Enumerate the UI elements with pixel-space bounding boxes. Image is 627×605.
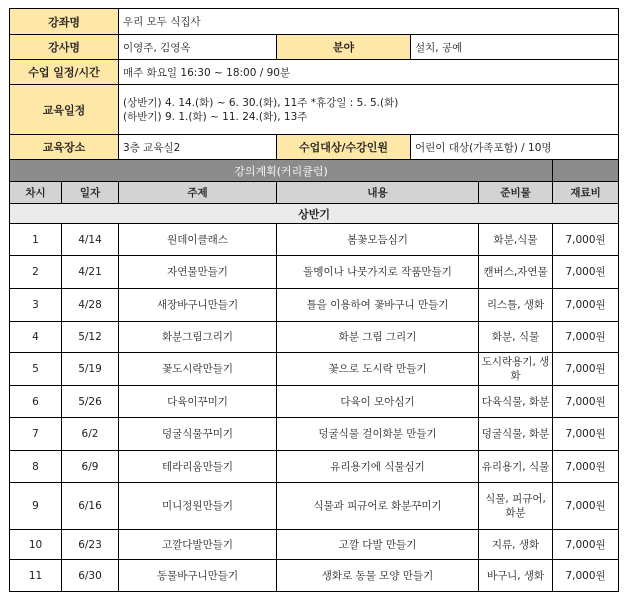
schedule-first-half: (상반기) 4. 14.(화) ~ 6. 30.(화), 11주 *휴강일 : 5. 5.(화)	[123, 96, 399, 109]
table-row	[10, 289, 619, 322]
session-supplies: 유리용기, 식물	[479, 451, 553, 483]
session-topic: 원데이클래스	[119, 224, 277, 256]
table-row	[10, 353, 619, 386]
session-date: 5/19	[62, 353, 119, 386]
session-number: 4	[10, 322, 62, 353]
schedule-second-half: (하반기) 9. 1.(화) ~ 11. 24.(화), 13주	[123, 110, 308, 123]
column-header-date: 일자	[62, 182, 119, 204]
schedule-row	[10, 85, 619, 135]
time-value: 매주 화요일 16:30 ~ 18:00 / 90분	[119, 60, 619, 85]
session-date: 6/30	[62, 560, 119, 592]
time-row	[10, 60, 619, 85]
session-content: 꽃으로 도시락 만들기	[277, 353, 479, 386]
place-row	[10, 135, 619, 160]
table-row	[10, 322, 619, 353]
target-label: 수업대상/수강인원	[277, 135, 411, 160]
curriculum-title-spacer	[553, 160, 619, 182]
session-topic: 꽃도시락만들기	[119, 353, 277, 386]
column-header-no: 차시	[10, 182, 62, 204]
session-fee: 7,000원	[553, 483, 619, 530]
instructor-value: 이영주, 김영옥	[119, 35, 277, 60]
course-row	[10, 9, 619, 35]
session-fee: 7,000원	[553, 289, 619, 322]
session-supplies: 바구니, 생화	[479, 560, 553, 592]
table-row	[10, 224, 619, 256]
session-supplies: 화분, 식물	[479, 322, 553, 353]
session-fee: 7,000원	[553, 224, 619, 256]
table-row	[10, 483, 619, 530]
session-fee: 7,000원	[553, 256, 619, 289]
column-header-topic: 주제	[119, 182, 277, 204]
curriculum-title-row	[10, 160, 619, 182]
session-topic: 테라리움만들기	[119, 451, 277, 483]
session-date: 4/14	[62, 224, 119, 256]
session-supplies: 리스틀, 생화	[479, 289, 553, 322]
table-row	[10, 418, 619, 451]
half-year-label: 상반기	[10, 204, 619, 224]
course-value: 우리 모두 식집사	[119, 9, 619, 35]
schedule-label: 교육일정	[10, 85, 119, 135]
session-content: 유리용기에 식물심기	[277, 451, 479, 483]
session-date: 5/12	[62, 322, 119, 353]
session-fee: 7,000원	[553, 418, 619, 451]
session-supplies: 도시락용기, 생화	[479, 353, 553, 386]
session-content: 틀을 이용하여 꽃바구니 만들기	[277, 289, 479, 322]
session-number: 7	[10, 418, 62, 451]
session-number: 9	[10, 483, 62, 530]
place-label: 교육장소	[10, 135, 119, 160]
session-content: 식물과 피규어로 화분꾸미기	[277, 483, 479, 530]
session-number: 10	[10, 530, 62, 560]
session-date: 6/16	[62, 483, 119, 530]
instructor-row	[10, 35, 619, 60]
session-topic: 미니정원만들기	[119, 483, 277, 530]
session-topic: 자연물만들기	[119, 256, 277, 289]
session-date: 5/26	[62, 386, 119, 418]
field-label: 분야	[277, 35, 411, 60]
session-content: 화분 그림 그리기	[277, 322, 479, 353]
session-number: 8	[10, 451, 62, 483]
session-content: 다육이 모아심기	[277, 386, 479, 418]
session-fee: 7,000원	[553, 451, 619, 483]
session-topic: 화분그림그리기	[119, 322, 277, 353]
session-content: 봄꽃모듬심기	[277, 224, 479, 256]
session-content: 생화로 동물 모양 만들기	[277, 560, 479, 592]
session-number: 6	[10, 386, 62, 418]
session-number: 2	[10, 256, 62, 289]
session-date: 4/21	[62, 256, 119, 289]
column-header-content: 내용	[277, 182, 479, 204]
table-row	[10, 560, 619, 592]
column-header-fee: 재료비	[553, 182, 619, 204]
session-fee: 7,000원	[553, 530, 619, 560]
session-topic: 고깔다발만들기	[119, 530, 277, 560]
place-value: 3층 교육실2	[119, 135, 277, 160]
session-topic: 덩굴식물꾸미기	[119, 418, 277, 451]
table-row	[10, 530, 619, 560]
session-supplies: 캔버스,자연물	[479, 256, 553, 289]
target-value: 어린이 대상(가족포함) / 10명	[411, 135, 619, 160]
session-fee: 7,000원	[553, 386, 619, 418]
session-number: 5	[10, 353, 62, 386]
column-header-row	[10, 182, 619, 204]
curriculum-title: 강의계획(커리큘럼)	[10, 160, 553, 182]
column-header-supplies: 준비물	[479, 182, 553, 204]
table-row	[10, 256, 619, 289]
session-date: 6/9	[62, 451, 119, 483]
session-date: 4/28	[62, 289, 119, 322]
session-number: 3	[10, 289, 62, 322]
session-fee: 7,000원	[553, 353, 619, 386]
session-topic: 새장바구니만들기	[119, 289, 277, 322]
session-supplies: 식물, 피규어, 화분	[479, 483, 553, 530]
session-supplies: 다육식물, 화분	[479, 386, 553, 418]
session-number: 11	[10, 560, 62, 592]
session-supplies: 지류, 생화	[479, 530, 553, 560]
table-row	[10, 451, 619, 483]
session-supplies: 덩굴식물, 화분	[479, 418, 553, 451]
session-content: 돌멩이나 나뭇가지로 작품만들기	[277, 256, 479, 289]
instructor-label: 강사명	[10, 35, 119, 60]
session-date: 6/23	[62, 530, 119, 560]
session-number: 1	[10, 224, 62, 256]
session-date: 6/2	[62, 418, 119, 451]
time-label: 수업 일정/시간	[10, 60, 119, 85]
course-label: 강좌명	[10, 9, 119, 35]
field-value: 설치, 공예	[411, 35, 619, 60]
schedule-value	[119, 85, 619, 135]
table-row	[10, 386, 619, 418]
session-supplies: 화분,식물	[479, 224, 553, 256]
session-content: 덩굴식물 걸이화분 만들기	[277, 418, 479, 451]
curriculum-rows	[10, 224, 619, 592]
session-fee: 7,000원	[553, 560, 619, 592]
session-fee: 7,000원	[553, 322, 619, 353]
course-plan-table	[9, 8, 619, 592]
session-topic: 동물바구니만들기	[119, 560, 277, 592]
half-year-row	[10, 204, 619, 224]
session-content: 고깔 다발 만들기	[277, 530, 479, 560]
session-topic: 다육이꾸미기	[119, 386, 277, 418]
